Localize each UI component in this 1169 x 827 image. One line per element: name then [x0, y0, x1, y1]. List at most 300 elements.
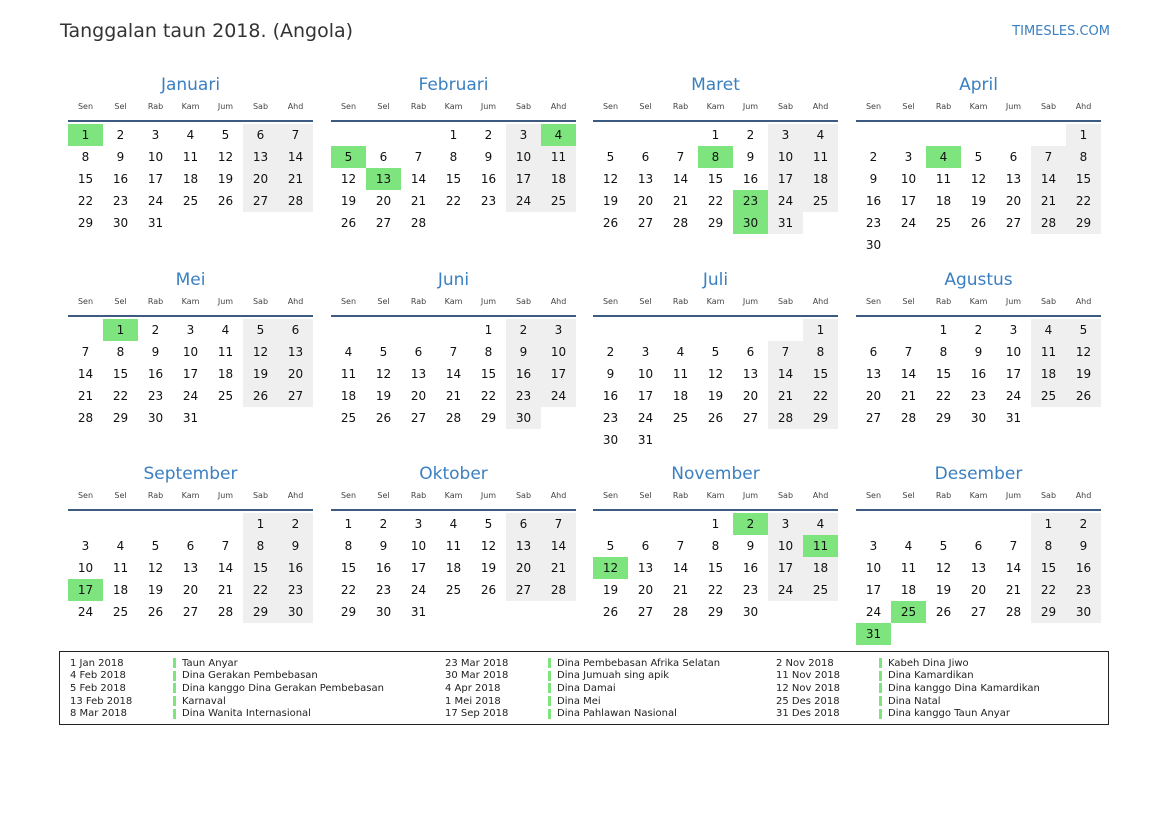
day-cell[interactable]: 5: [484, 517, 493, 531]
day-cell[interactable]: 26: [147, 605, 164, 619]
day-cell[interactable]: 30: [970, 411, 987, 425]
day-cell[interactable]: 10: [541, 341, 576, 363]
day-cell[interactable]: 29: [1031, 601, 1066, 623]
day-cell[interactable]: 1: [939, 323, 948, 337]
day-cell[interactable]: 17: [900, 194, 917, 208]
day-cell[interactable]: 16: [375, 561, 392, 575]
day-cell[interactable]: 23: [970, 389, 987, 403]
day-cell[interactable]: 18: [803, 168, 838, 190]
day-cell[interactable]: 21: [410, 194, 427, 208]
day-cell[interactable]: 14: [1031, 168, 1066, 190]
day-cell[interactable]: 7: [541, 513, 576, 535]
day-cell[interactable]: 28: [410, 216, 427, 230]
day-cell[interactable]: 24: [182, 389, 199, 403]
day-cell[interactable]: 17: [1005, 367, 1022, 381]
day-cell[interactable]: 28: [768, 407, 803, 429]
day-cell[interactable]: 26: [340, 216, 357, 230]
day-cell[interactable]: 9: [379, 539, 388, 553]
day-cell[interactable]: 2: [974, 323, 983, 337]
day-cell[interactable]: 2: [606, 345, 615, 359]
day-cell[interactable]: 16: [147, 367, 164, 381]
day-cell[interactable]: 29: [707, 216, 724, 230]
day-cell[interactable]: 27: [742, 411, 759, 425]
day-cell[interactable]: 4: [116, 539, 125, 553]
day-cell[interactable]: 16: [742, 561, 759, 575]
day-cell[interactable]: 16: [480, 172, 497, 186]
day-cell[interactable]: 3: [186, 323, 195, 337]
day-cell[interactable]: 22: [112, 389, 129, 403]
day-cell[interactable]: 22: [340, 583, 357, 597]
day-cell[interactable]: 19: [1066, 363, 1101, 385]
day-cell[interactable]: 30: [112, 216, 129, 230]
day-cell[interactable]: 14: [445, 367, 462, 381]
day-cell[interactable]: 14: [77, 367, 94, 381]
day-cell[interactable]: 8: [711, 539, 720, 553]
day-cell[interactable]: 29: [1066, 212, 1101, 234]
day-cell[interactable]: 11: [900, 561, 917, 575]
day-cell[interactable]: 9: [746, 539, 755, 553]
day-cell[interactable]: 30: [865, 238, 882, 252]
day-cell[interactable]: 12: [147, 561, 164, 575]
day-cell[interactable]: 27: [637, 605, 654, 619]
day-cell[interactable]: 23: [602, 411, 619, 425]
day-cell[interactable]: 19: [970, 194, 987, 208]
day-cell[interactable]: 20: [970, 583, 987, 597]
day-cell[interactable]: 1: [711, 128, 720, 142]
day-cell[interactable]: 11: [182, 150, 199, 164]
day-cell[interactable]: 6: [869, 345, 878, 359]
day-cell[interactable]: 16: [1066, 557, 1101, 579]
day-cell[interactable]: 17: [637, 389, 654, 403]
day-cell[interactable]: 3: [1009, 323, 1018, 337]
day-cell[interactable]: 19: [707, 389, 724, 403]
day-cell[interactable]: 3: [81, 539, 90, 553]
month-name[interactable]: Agustus: [944, 270, 1013, 290]
day-cell[interactable]: 7: [221, 539, 230, 553]
day-cell[interactable]: 20: [637, 194, 654, 208]
day-cell[interactable]: 6: [641, 539, 650, 553]
day-cell[interactable]: 31: [637, 433, 654, 447]
day-cell[interactable]: 29: [77, 216, 94, 230]
day-cell[interactable]: 25: [1031, 385, 1066, 407]
day-cell[interactable]: 23: [112, 194, 129, 208]
day-cell[interactable]: 9: [506, 341, 541, 363]
day-cell[interactable]: 13: [506, 535, 541, 557]
day-cell[interactable]: 18: [340, 389, 357, 403]
day-cell[interactable]: 8: [116, 345, 125, 359]
day-cell[interactable]: 16: [865, 194, 882, 208]
day-cell[interactable]: 25: [541, 190, 576, 212]
day-cell[interactable]: 5: [243, 319, 278, 341]
day-cell[interactable]: 23: [480, 194, 497, 208]
day-cell[interactable]: 11: [672, 367, 689, 381]
day-cell[interactable]: 5: [606, 150, 615, 164]
holiday-day[interactable]: 31: [856, 623, 891, 645]
day-cell[interactable]: 16: [506, 363, 541, 385]
day-cell[interactable]: 13: [182, 561, 199, 575]
day-cell[interactable]: 5: [151, 539, 160, 553]
site-link[interactable]: TIMESLES.COM: [1012, 24, 1110, 39]
day-cell[interactable]: 26: [970, 216, 987, 230]
day-cell[interactable]: 13: [865, 367, 882, 381]
day-cell[interactable]: 11: [112, 561, 129, 575]
day-cell[interactable]: 2: [379, 517, 388, 531]
day-cell[interactable]: 11: [340, 367, 357, 381]
day-cell[interactable]: 28: [900, 411, 917, 425]
day-cell[interactable]: 10: [768, 146, 803, 168]
day-cell[interactable]: 24: [1005, 389, 1022, 403]
day-cell[interactable]: 19: [243, 363, 278, 385]
day-cell[interactable]: 1: [344, 517, 353, 531]
day-cell[interactable]: 26: [602, 216, 619, 230]
day-cell[interactable]: 22: [1031, 579, 1066, 601]
month-name[interactable]: Desember: [934, 464, 1023, 484]
day-cell[interactable]: 15: [480, 367, 497, 381]
day-cell[interactable]: 26: [480, 583, 497, 597]
day-cell[interactable]: 15: [1031, 557, 1066, 579]
day-cell[interactable]: 5: [606, 539, 615, 553]
day-cell[interactable]: 4: [803, 124, 838, 146]
day-cell[interactable]: 27: [410, 411, 427, 425]
day-cell[interactable]: 2: [116, 128, 125, 142]
day-cell[interactable]: 7: [904, 345, 913, 359]
day-cell[interactable]: 13: [970, 561, 987, 575]
day-cell[interactable]: 25: [445, 583, 462, 597]
day-cell[interactable]: 12: [1066, 341, 1101, 363]
day-cell[interactable]: 12: [707, 367, 724, 381]
day-cell[interactable]: 21: [768, 385, 803, 407]
day-cell[interactable]: 4: [186, 128, 195, 142]
day-cell[interactable]: 27: [970, 605, 987, 619]
day-cell[interactable]: 21: [672, 194, 689, 208]
day-cell[interactable]: 2: [869, 150, 878, 164]
day-cell[interactable]: 10: [410, 539, 427, 553]
day-cell[interactable]: 15: [707, 172, 724, 186]
holiday-day[interactable]: 1: [68, 124, 103, 146]
day-cell[interactable]: 19: [375, 389, 392, 403]
day-cell[interactable]: 20: [1005, 194, 1022, 208]
day-cell[interactable]: 27: [278, 385, 313, 407]
day-cell[interactable]: 8: [803, 341, 838, 363]
day-cell[interactable]: 9: [484, 150, 493, 164]
day-cell[interactable]: 17: [147, 172, 164, 186]
day-cell[interactable]: 9: [151, 345, 160, 359]
day-cell[interactable]: 20: [410, 389, 427, 403]
day-cell[interactable]: 18: [445, 561, 462, 575]
day-cell[interactable]: 18: [541, 168, 576, 190]
day-cell[interactable]: 28: [541, 579, 576, 601]
month-name[interactable]: Juni: [437, 270, 470, 290]
day-cell[interactable]: 1: [484, 323, 493, 337]
day-cell[interactable]: 21: [217, 583, 234, 597]
month-name[interactable]: Januari: [160, 75, 221, 95]
day-cell[interactable]: 8: [344, 539, 353, 553]
day-cell[interactable]: 22: [445, 194, 462, 208]
day-cell[interactable]: 24: [147, 194, 164, 208]
holiday-day[interactable]: 11: [803, 535, 838, 557]
day-cell[interactable]: 30: [147, 411, 164, 425]
day-cell[interactable]: 23: [742, 583, 759, 597]
day-cell[interactable]: 7: [414, 150, 423, 164]
month-name[interactable]: Mei: [175, 270, 206, 290]
day-cell[interactable]: 3: [541, 319, 576, 341]
day-cell[interactable]: 19: [480, 561, 497, 575]
day-cell[interactable]: 18: [182, 172, 199, 186]
day-cell[interactable]: 6: [506, 513, 541, 535]
holiday-day[interactable]: 30: [733, 212, 768, 234]
day-cell[interactable]: 5: [711, 345, 720, 359]
holiday-day[interactable]: 1: [103, 319, 138, 341]
day-cell[interactable]: 21: [77, 389, 94, 403]
day-cell[interactable]: 16: [602, 389, 619, 403]
day-cell[interactable]: 17: [768, 168, 803, 190]
day-cell[interactable]: 30: [742, 605, 759, 619]
day-cell[interactable]: 15: [112, 367, 129, 381]
day-cell[interactable]: 25: [340, 411, 357, 425]
day-cell[interactable]: 29: [480, 411, 497, 425]
day-cell[interactable]: 12: [243, 341, 278, 363]
holiday-day[interactable]: 4: [541, 124, 576, 146]
day-cell[interactable]: 27: [506, 579, 541, 601]
day-cell[interactable]: 20: [182, 583, 199, 597]
day-cell[interactable]: 27: [865, 411, 882, 425]
day-cell[interactable]: 25: [672, 411, 689, 425]
day-cell[interactable]: 11: [445, 539, 462, 553]
day-cell[interactable]: 15: [707, 561, 724, 575]
day-cell[interactable]: 25: [217, 389, 234, 403]
day-cell[interactable]: 22: [803, 385, 838, 407]
day-cell[interactable]: 29: [340, 605, 357, 619]
day-cell[interactable]: 22: [480, 389, 497, 403]
day-cell[interactable]: 28: [1031, 212, 1066, 234]
day-cell[interactable]: 1: [1066, 124, 1101, 146]
day-cell[interactable]: 21: [900, 389, 917, 403]
day-cell[interactable]: 15: [77, 172, 94, 186]
day-cell[interactable]: 10: [77, 561, 94, 575]
day-cell[interactable]: 19: [602, 583, 619, 597]
day-cell[interactable]: 8: [1066, 146, 1101, 168]
day-cell[interactable]: 31: [410, 605, 427, 619]
month-name[interactable]: Februari: [418, 75, 489, 95]
day-cell[interactable]: 29: [803, 407, 838, 429]
day-cell[interactable]: 31: [147, 216, 164, 230]
day-cell[interactable]: 14: [217, 561, 234, 575]
month-name[interactable]: Oktober: [419, 464, 488, 484]
day-cell[interactable]: 13: [637, 561, 654, 575]
day-cell[interactable]: 12: [375, 367, 392, 381]
day-cell[interactable]: 17: [865, 583, 882, 597]
day-cell[interactable]: 1: [243, 513, 278, 535]
holiday-day[interactable]: 2: [733, 513, 768, 535]
day-cell[interactable]: 17: [182, 367, 199, 381]
holiday-day[interactable]: 23: [733, 190, 768, 212]
holiday-day[interactable]: 13: [366, 168, 401, 190]
day-cell[interactable]: 2: [484, 128, 493, 142]
day-cell[interactable]: 2: [506, 319, 541, 341]
day-cell[interactable]: 20: [637, 583, 654, 597]
day-cell[interactable]: 25: [112, 605, 129, 619]
day-cell[interactable]: 19: [602, 194, 619, 208]
day-cell[interactable]: 18: [935, 194, 952, 208]
day-cell[interactable]: 20: [506, 557, 541, 579]
day-cell[interactable]: 27: [637, 216, 654, 230]
day-cell[interactable]: 26: [375, 411, 392, 425]
day-cell[interactable]: 10: [865, 561, 882, 575]
day-cell[interactable]: 24: [410, 583, 427, 597]
day-cell[interactable]: 26: [602, 605, 619, 619]
day-cell[interactable]: 1: [711, 517, 720, 531]
day-cell[interactable]: 4: [676, 345, 685, 359]
day-cell[interactable]: 12: [602, 172, 619, 186]
day-cell[interactable]: 13: [637, 172, 654, 186]
day-cell[interactable]: 24: [768, 190, 803, 212]
day-cell[interactable]: 5: [974, 150, 983, 164]
day-cell[interactable]: 29: [112, 411, 129, 425]
month-name[interactable]: Juli: [702, 270, 729, 290]
day-cell[interactable]: 19: [340, 194, 357, 208]
day-cell[interactable]: 10: [637, 367, 654, 381]
day-cell[interactable]: 1: [449, 128, 458, 142]
day-cell[interactable]: 28: [445, 411, 462, 425]
day-cell[interactable]: 3: [768, 513, 803, 535]
day-cell[interactable]: 15: [1066, 168, 1101, 190]
day-cell[interactable]: 24: [506, 190, 541, 212]
day-cell[interactable]: 11: [803, 146, 838, 168]
day-cell[interactable]: 25: [935, 216, 952, 230]
day-cell[interactable]: 26: [217, 194, 234, 208]
day-cell[interactable]: 11: [217, 345, 234, 359]
month-name[interactable]: November: [671, 464, 760, 484]
day-cell[interactable]: 28: [217, 605, 234, 619]
day-cell[interactable]: 19: [147, 583, 164, 597]
holiday-day[interactable]: 25: [891, 601, 926, 623]
day-cell[interactable]: 7: [449, 345, 458, 359]
day-cell[interactable]: 30: [375, 605, 392, 619]
day-cell[interactable]: 27: [243, 190, 278, 212]
day-cell[interactable]: 23: [278, 579, 313, 601]
day-cell[interactable]: 23: [506, 385, 541, 407]
day-cell[interactable]: 8: [1031, 535, 1066, 557]
day-cell[interactable]: 21: [445, 389, 462, 403]
day-cell[interactable]: 10: [182, 345, 199, 359]
day-cell[interactable]: 28: [672, 216, 689, 230]
day-cell[interactable]: 7: [676, 150, 685, 164]
day-cell[interactable]: 21: [672, 583, 689, 597]
day-cell[interactable]: 30: [506, 407, 541, 429]
day-cell[interactable]: 4: [904, 539, 913, 553]
day-cell[interactable]: 18: [217, 367, 234, 381]
day-cell[interactable]: 22: [707, 194, 724, 208]
day-cell[interactable]: 26: [935, 605, 952, 619]
day-cell[interactable]: 15: [340, 561, 357, 575]
day-cell[interactable]: 3: [506, 124, 541, 146]
day-cell[interactable]: 26: [243, 385, 278, 407]
day-cell[interactable]: 17: [410, 561, 427, 575]
day-cell[interactable]: 2: [1066, 513, 1101, 535]
day-cell[interactable]: 12: [970, 172, 987, 186]
holiday-day[interactable]: 5: [331, 146, 366, 168]
day-cell[interactable]: 1: [1031, 513, 1066, 535]
day-cell[interactable]: 9: [974, 345, 983, 359]
day-cell[interactable]: 15: [445, 172, 462, 186]
day-cell[interactable]: 7: [1031, 146, 1066, 168]
day-cell[interactable]: 29: [935, 411, 952, 425]
day-cell[interactable]: 24: [900, 216, 917, 230]
day-cell[interactable]: 18: [112, 583, 129, 597]
day-cell[interactable]: 13: [278, 341, 313, 363]
day-cell[interactable]: 8: [939, 345, 948, 359]
day-cell[interactable]: 31: [182, 411, 199, 425]
day-cell[interactable]: 22: [1066, 190, 1101, 212]
day-cell[interactable]: 10: [768, 535, 803, 557]
day-cell[interactable]: 6: [746, 345, 755, 359]
day-cell[interactable]: 14: [1005, 561, 1022, 575]
day-cell[interactable]: 14: [900, 367, 917, 381]
day-cell[interactable]: 25: [182, 194, 199, 208]
day-cell[interactable]: 18: [803, 557, 838, 579]
day-cell[interactable]: 24: [637, 411, 654, 425]
day-cell[interactable]: 13: [742, 367, 759, 381]
day-cell[interactable]: 26: [707, 411, 724, 425]
day-cell[interactable]: 3: [768, 124, 803, 146]
day-cell[interactable]: 9: [746, 150, 755, 164]
day-cell[interactable]: 9: [1066, 535, 1101, 557]
day-cell[interactable]: 10: [1005, 345, 1022, 359]
day-cell[interactable]: 6: [641, 150, 650, 164]
day-cell[interactable]: 8: [81, 150, 90, 164]
day-cell[interactable]: 8: [243, 535, 278, 557]
day-cell[interactable]: 23: [865, 216, 882, 230]
holiday-day[interactable]: 4: [926, 146, 961, 168]
day-cell[interactable]: 28: [77, 411, 94, 425]
day-cell[interactable]: 9: [869, 172, 878, 186]
day-cell[interactable]: 6: [186, 539, 195, 553]
day-cell[interactable]: 1: [803, 319, 838, 341]
day-cell[interactable]: 24: [541, 385, 576, 407]
day-cell[interactable]: 18: [672, 389, 689, 403]
day-cell[interactable]: 14: [410, 172, 427, 186]
day-cell[interactable]: 7: [676, 539, 685, 553]
day-cell[interactable]: 2: [746, 128, 755, 142]
day-cell[interactable]: 7: [1009, 539, 1018, 553]
day-cell[interactable]: 10: [900, 172, 917, 186]
day-cell[interactable]: 29: [243, 601, 278, 623]
day-cell[interactable]: 5: [939, 539, 948, 553]
day-cell[interactable]: 11: [541, 146, 576, 168]
day-cell[interactable]: 15: [243, 557, 278, 579]
day-cell[interactable]: 28: [1005, 605, 1022, 619]
month-name[interactable]: Maret: [691, 75, 740, 95]
day-cell[interactable]: 10: [506, 146, 541, 168]
day-cell[interactable]: 11: [935, 172, 952, 186]
day-cell[interactable]: 21: [1005, 583, 1022, 597]
day-cell[interactable]: 17: [768, 557, 803, 579]
day-cell[interactable]: 16: [742, 172, 759, 186]
day-cell[interactable]: 18: [900, 583, 917, 597]
day-cell[interactable]: 20: [278, 363, 313, 385]
day-cell[interactable]: 15: [935, 367, 952, 381]
day-cell[interactable]: 26: [1066, 385, 1101, 407]
day-cell[interactable]: 5: [221, 128, 230, 142]
day-cell[interactable]: 7: [768, 341, 803, 363]
day-cell[interactable]: 16: [112, 172, 129, 186]
day-cell[interactable]: 17: [506, 168, 541, 190]
day-cell[interactable]: 6: [278, 319, 313, 341]
day-cell[interactable]: 23: [147, 389, 164, 403]
day-cell[interactable]: 14: [672, 172, 689, 186]
day-cell[interactable]: 24: [768, 579, 803, 601]
day-cell[interactable]: 4: [803, 513, 838, 535]
